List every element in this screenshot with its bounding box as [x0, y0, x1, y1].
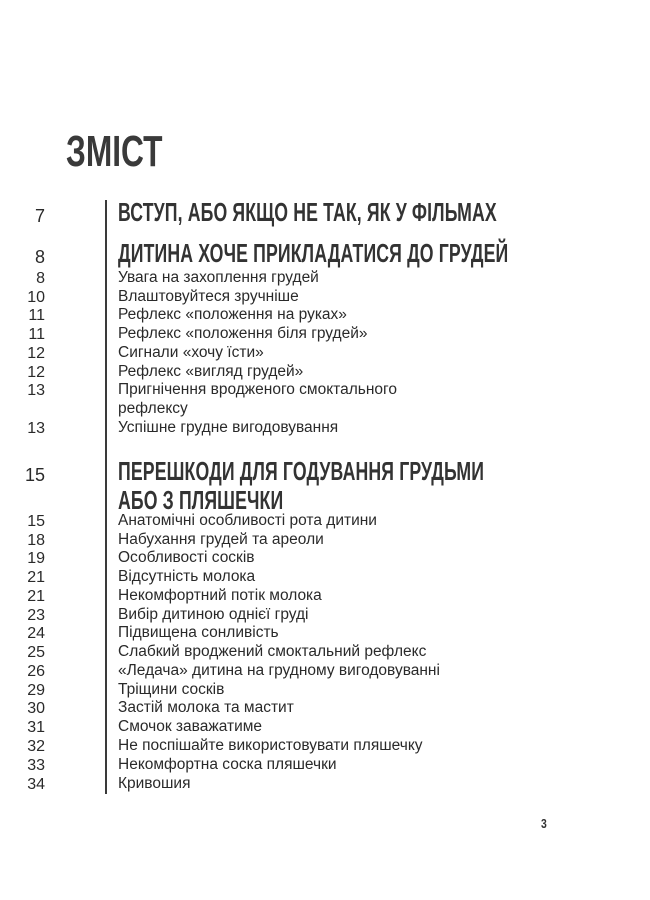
page-title: ЗМІСТ [66, 127, 163, 176]
toc-entry-page: 33 [27, 757, 45, 774]
toc-entry-page: 11 [28, 307, 45, 324]
toc-entry-label: Вибір дитиною однієї груді [118, 606, 309, 623]
toc-entry-label: Особливості сосків [118, 549, 255, 566]
toc-entry-label: Некомфортний потік молока [118, 587, 322, 604]
toc-entry-label: Не поспішайте використовувати пляшечку [118, 737, 423, 754]
toc-section-page: 7 [34, 206, 45, 226]
toc-entry-page: 12 [27, 364, 45, 381]
toc-entry-page: 8 [36, 270, 45, 287]
toc-entry-page: 25 [27, 644, 45, 661]
toc-divider-line [105, 200, 107, 794]
toc-entry-label: Успішне грудне вигодовування [118, 419, 339, 436]
toc-entry-page: 21 [27, 569, 45, 586]
toc-entry-label: Пригнічення вродженого смоктального [118, 381, 397, 398]
toc-entry-label: Відсутність молока [118, 568, 256, 585]
toc-entry-page: 13 [27, 420, 45, 437]
toc-entry-page: 23 [27, 607, 45, 624]
toc-entry-page: 15 [27, 513, 45, 530]
toc-entry-label: Смочок заважатиме [118, 718, 263, 735]
toc-section-title-continued: АБО З ПЛЯШЕЧКИ [118, 485, 284, 515]
toc-entry-page: 18 [27, 532, 45, 549]
toc-entry-label: «Ледача» дитина на грудному вигодовуванні [118, 662, 440, 679]
toc-section-title: ДИТИНА ХОЧЕ ПРИКЛАДАТИСЯ ДО ГРУДЕЙ [118, 238, 509, 268]
toc-entry-page: 19 [27, 550, 45, 567]
toc-entry-label: Анатомічні особливості рота дитини [118, 512, 377, 529]
toc-entry-label: Некомфортна соска пляшечки [118, 756, 337, 773]
toc-section-page: 8 [34, 247, 45, 267]
toc-entry-label: Підвищена сонливість [118, 624, 279, 641]
toc-section-page: 15 [24, 465, 45, 485]
toc-entry-label: Набухання грудей та ареоли [118, 531, 324, 548]
toc-entry-page: 31 [27, 719, 45, 736]
toc-entry-page: 21 [27, 588, 45, 605]
toc-entry-label: Кривошия [118, 775, 191, 792]
toc-entry-label: Влаштовуйтеся зручніше [118, 288, 299, 305]
toc-entry-label: Рефлекс «вигляд грудей» [118, 363, 304, 380]
toc-entry-page: 34 [27, 776, 45, 793]
toc-entry-page: 30 [27, 700, 45, 717]
toc-entry-page: 12 [27, 345, 45, 362]
toc-entry-page: 11 [28, 326, 45, 343]
toc-entry-label: Застій молока та мастит [118, 699, 294, 716]
toc-entry-label: Сигнали «хочу їсти» [118, 344, 264, 361]
toc-entry-page: 24 [27, 625, 45, 642]
toc-entry-label: Рефлекс «положення біля грудей» [118, 325, 368, 342]
toc-section-title: ПЕРЕШКОДИ ДЛЯ ГОДУВАННЯ ГРУДЬМИ [118, 456, 485, 486]
toc-entry-page: 29 [27, 682, 45, 699]
toc-entry-page: 32 [27, 738, 45, 755]
toc-entry-label: Тріщини сосків [118, 681, 225, 698]
toc-entry-page: 10 [27, 289, 45, 306]
toc-entry-label: Слабкий вроджений смоктальний рефлекс [118, 643, 427, 660]
toc-entry-label: Рефлекс «положення на руках» [118, 306, 347, 323]
page-number: 3 [541, 816, 547, 831]
toc-entry-label: Увага на захоплення грудей [118, 269, 319, 286]
toc-entry-page: 26 [27, 663, 45, 680]
toc-section-title: ВСТУП, АБО ЯКЩО НЕ ТАК, ЯК У ФІЛЬМАХ [118, 197, 497, 227]
toc-entry-page: 13 [27, 382, 45, 399]
toc-entry-label-continued: рефлексу [118, 400, 188, 417]
